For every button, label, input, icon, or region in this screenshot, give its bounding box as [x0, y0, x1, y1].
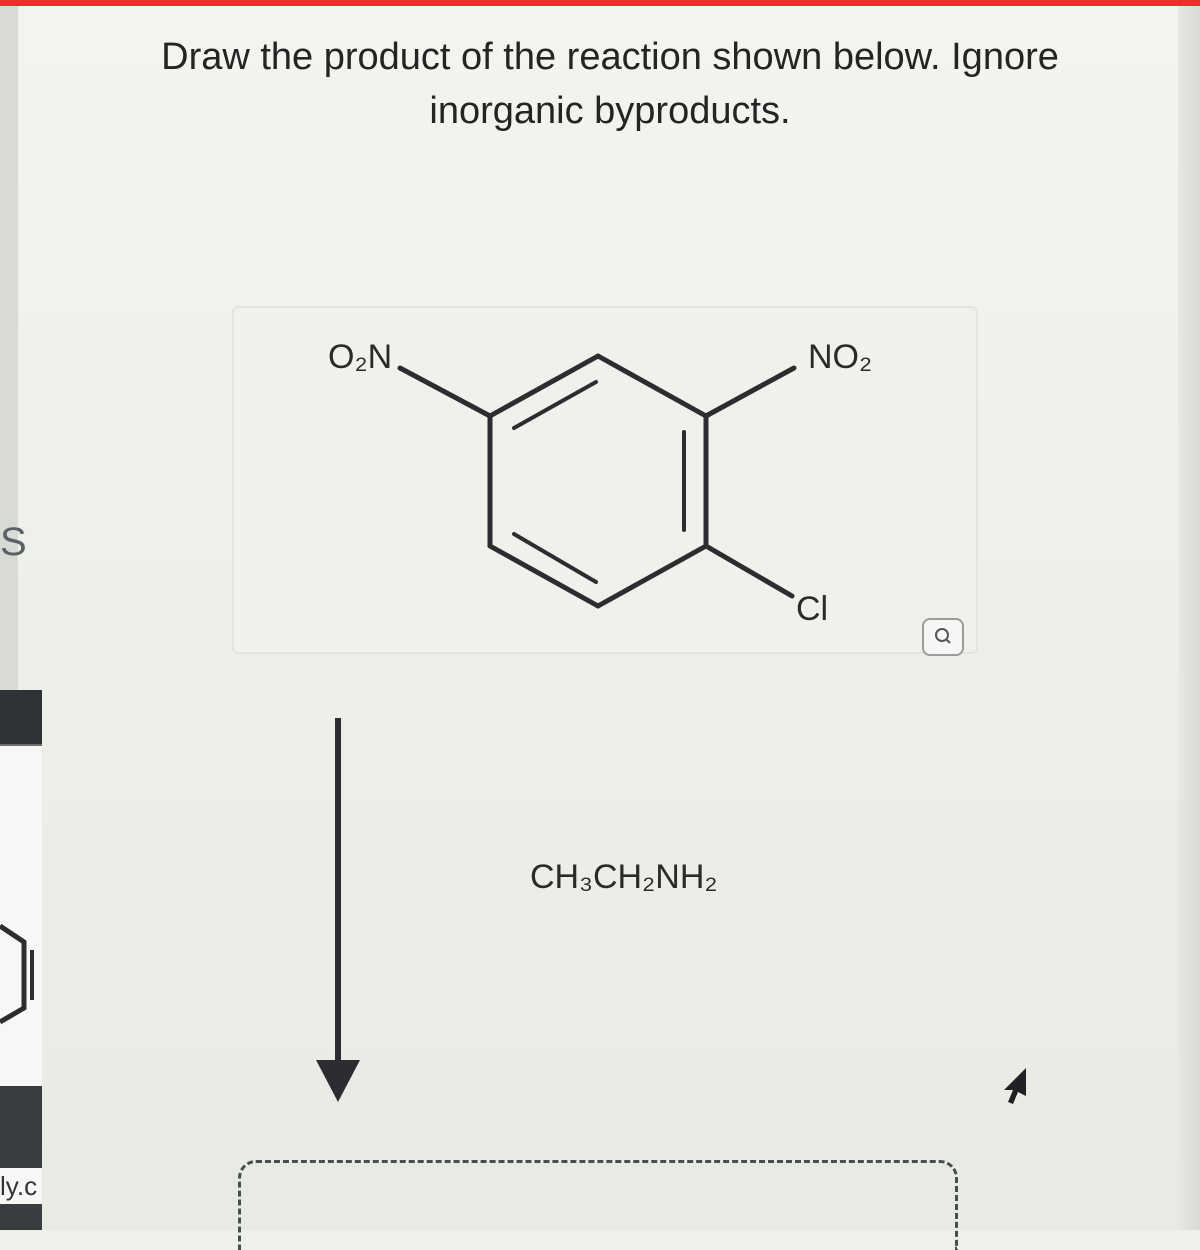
substituent-o2n: O₂N: [328, 338, 393, 376]
magnifier-icon: [924, 620, 962, 654]
double-bond-inner: [514, 382, 596, 428]
bond-to-o2n: [400, 368, 490, 416]
double-bond-inner: [514, 534, 596, 582]
reagent-label: CH₃CH₂NH₂: [530, 858, 718, 896]
answer-drawing-area[interactable]: [238, 1160, 958, 1250]
ring-bond: [490, 356, 598, 416]
bond-to-no2: [706, 368, 794, 416]
substituent-cl: Cl: [796, 590, 829, 628]
pointer-cursor-icon: [996, 1064, 1036, 1104]
question-line-2: inorganic byproducts.: [429, 90, 791, 132]
question-line-1: Draw the product of the reaction shown below. Ignore: [161, 36, 1059, 78]
substituent-no2: NO₂: [808, 338, 873, 376]
ring-bond: [598, 356, 706, 416]
sidebar-dark-footer: [0, 1086, 42, 1230]
sidebar-dark-block: [0, 690, 42, 744]
sidebar-url-fragment: ly.c: [0, 1168, 42, 1204]
zoom-button[interactable]: [922, 618, 964, 656]
ring-bond: [598, 546, 706, 606]
right-edge: [1178, 6, 1200, 1230]
thumbnail-ring-icon: [0, 746, 42, 1086]
bond-to-cl: [706, 546, 792, 596]
reaction-arrow: [310, 714, 370, 1106]
sidebar-fragment-text: S: [0, 520, 27, 564]
question-prompt: [120, 30, 1100, 138]
sidebar-structure-thumbnail[interactable]: [0, 744, 42, 1088]
